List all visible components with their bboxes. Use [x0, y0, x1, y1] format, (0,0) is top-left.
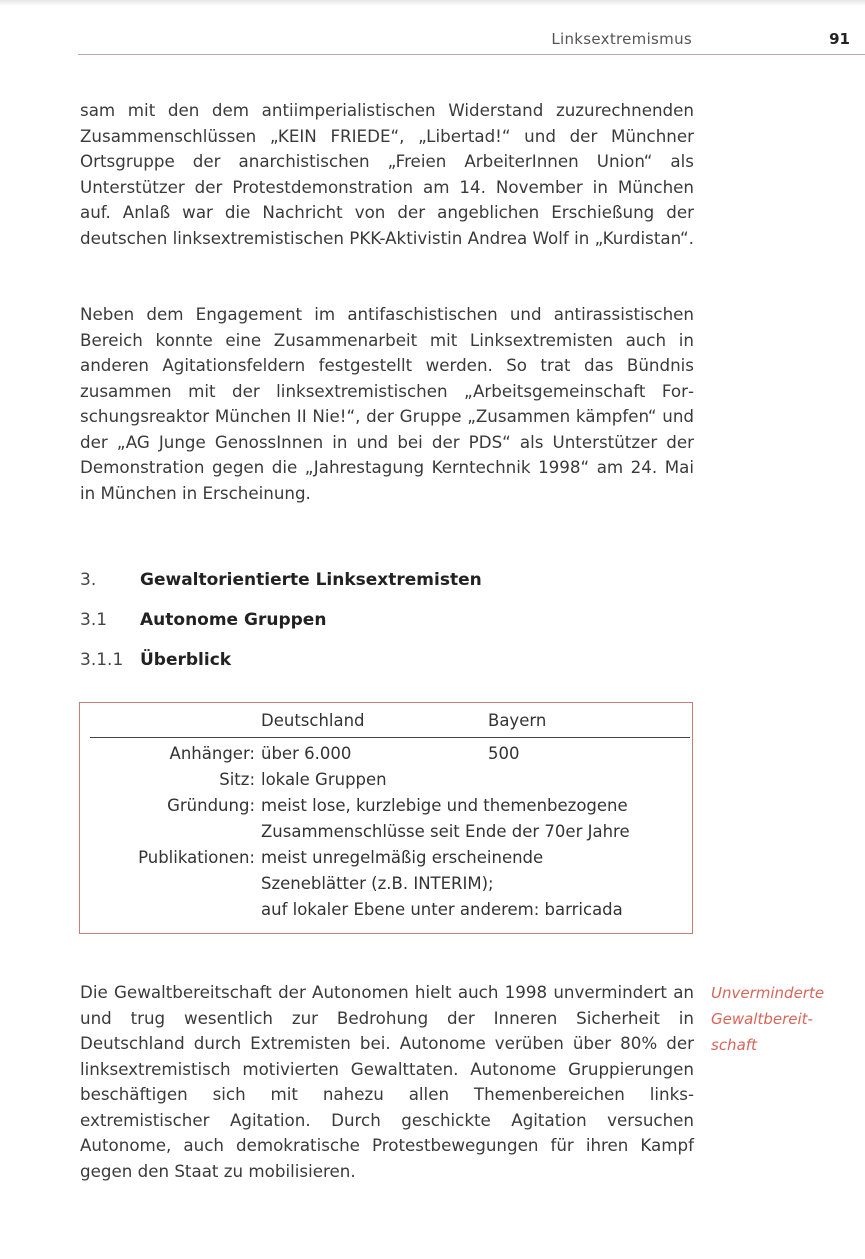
value-line: Zusammenschlüsse seit Ende der 70er Jahre: [261, 822, 630, 841]
row-label: Gründung:: [167, 796, 255, 815]
paragraph-3: Die Gewaltbereitschaft der Autonomen hielt auch 1998 unvermindert an und trug wesentlich zur Bedrohung der Inneren Sicherheit in Deutschland durch Extremisten bei. Autonome verüben über 80% der linksextremistisch motivierten Gewalttaten. Autonome Gruppierungen beschäftigen sich mit nahezu allen Themenbereichen linksextremistischer Agitation. Durch geschickte Agitation versuchen Autonome, auch demokratische Protestbewegungen für ihren Kampf gegen den Staat zu mobilisieren.: [80, 982, 694, 1181]
overview-box: [79, 702, 693, 934]
section-number: 3.: [80, 570, 97, 590]
value-line: auf lokaler Ebene unter anderem: barricada: [261, 900, 623, 919]
row-label: Anhänger:: [169, 744, 255, 763]
margin-note: [711, 980, 851, 1058]
value-line: meist unregelmäßig erscheinende: [261, 848, 544, 867]
section-heading-3-1: [80, 610, 326, 630]
overview-divider: [90, 737, 690, 738]
page-edge-shadow: [0, 0, 865, 6]
column-header-bayern: Bayern: [488, 711, 547, 730]
page-number: 91: [829, 30, 850, 48]
value-line: Szeneblätter (z.B. INTERIM);: [261, 874, 494, 893]
section-title: Autonome Gruppen: [140, 610, 327, 630]
value-line: meist lose, kurzlebige und themenbezogene: [261, 796, 628, 815]
paragraph-2: Neben dem Engagement im antifaschistischen und antirassistischen Bereich konnte eine Zusammenarbeit mit Linksextremisten auch in anderen Agitationsfeldern festgestellt werden. So trat das Bündnis zusammen mit der linksextremistischen „Arbeitsgemeinschaft Forschungsreaktor München II Nie!“, der Gruppe „Zusammen kämpfen“ und der „AG Junge GenossInnen in und bei der PDS“ als Unterstützer der Demonstration gegen die „Jahrestagung Kerntechnik 1998“ am 24. Mai in München in Erscheinung.: [80, 304, 694, 503]
row-label: Publikationen:: [138, 848, 255, 867]
section-heading-3-1-1: [80, 650, 231, 670]
section-heading-3: [80, 570, 482, 590]
running-header-title: Linksextremismus: [551, 30, 692, 48]
section-number: 3.1: [80, 610, 108, 630]
section-title: Überblick: [140, 650, 232, 670]
row-value-deutschland: lokale Gruppen: [261, 770, 387, 789]
row-label: Sitz:: [219, 770, 255, 789]
row-value-deutschland: über 6.000: [261, 744, 352, 763]
paragraph-1: sam mit den dem antiimperialistischen Widerstand zuzurechnenden Zusammenschlüssen „KEIN FRIEDE“, „Libertad!“ und der Münchner Ortsgruppe der anarchistischen „Freien ArbeiterInnen Union“ als Unterstützer der Protestdemonstration am 14. November in München auf. Anlaß war die Nachricht von der angeblichen Erschießung der deutschen linksextremistischen PKK-Aktivistin Andrea Wolf in „Kurdistan“.: [80, 100, 694, 248]
row-value-deutschland: [261, 793, 681, 845]
column-header-deutschland: Deutschland: [261, 711, 365, 730]
section-number: 3.1.1: [80, 650, 124, 670]
margin-note-line: Unverminderte: [711, 984, 825, 1002]
row-value-bayern: 500: [488, 744, 520, 763]
margin-note-line: schaft: [711, 1036, 757, 1054]
row-value-deutschland: [261, 845, 681, 923]
header-divider: [78, 54, 865, 55]
margin-note-line: Gewaltbereit-: [711, 1010, 813, 1028]
section-title: Gewaltorientierte Linksextremisten: [140, 570, 482, 590]
